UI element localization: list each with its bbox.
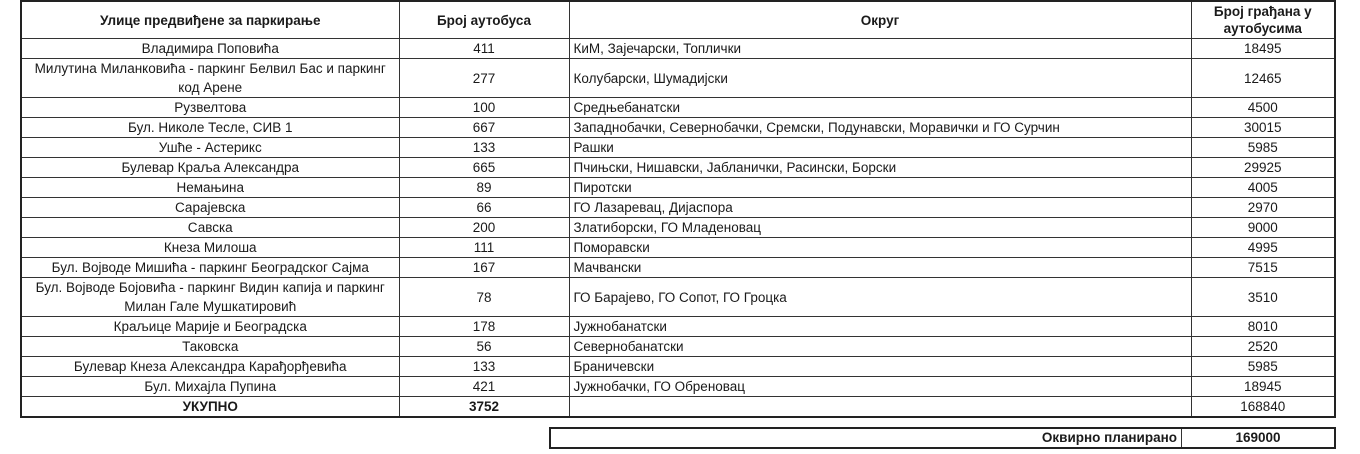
district-cell: Пчињски, Нишавски, Јабланички, Расински, Борски xyxy=(569,158,1191,178)
planned-value: 169000 xyxy=(1182,428,1336,448)
planned-table xyxy=(549,427,1336,449)
district-cell: Златиборски, ГО Младеновац xyxy=(569,218,1191,238)
district-cell: Пиротски xyxy=(569,178,1191,198)
buses-cell: 200 xyxy=(399,218,569,238)
buses-cell: 56 xyxy=(399,337,569,357)
header-row xyxy=(21,1,1335,39)
buses-cell: 421 xyxy=(399,377,569,397)
street-cell: Владимира Поповића xyxy=(21,39,399,59)
table-row xyxy=(21,158,1335,178)
buses-cell: 66 xyxy=(399,198,569,218)
street-cell: Бул. Михајла Пупина xyxy=(21,377,399,397)
parking-table xyxy=(20,0,1336,418)
district-cell: ГО Лазаревац, Дијаспора xyxy=(569,198,1191,218)
buses-cell: 89 xyxy=(399,178,569,198)
citizens-cell: 30015 xyxy=(1191,118,1335,138)
street-cell: Милутина Миланковића - паркинг Белвил Бас и паркинг код Арене xyxy=(21,59,399,98)
district-cell: Колубарски, Шумадијски xyxy=(569,59,1191,98)
district-cell: Западнобачки, Севернобачки, Сремски, Подунавски, Моравички и ГО Сурчин xyxy=(569,118,1191,138)
street-cell: Кнеза Милоша xyxy=(21,238,399,258)
citizens-cell: 7515 xyxy=(1191,258,1335,278)
street-cell: Краљице Марије и Београдска xyxy=(21,317,399,337)
district-cell: Јужнобанатски xyxy=(569,317,1191,337)
street-cell: Сарајевска xyxy=(21,198,399,218)
citizens-cell: 4995 xyxy=(1191,238,1335,258)
district-cell: ГО Барајево, ГО Сопот, ГО Гроцка xyxy=(569,278,1191,317)
district-cell: Мачвански xyxy=(569,258,1191,278)
total-district xyxy=(569,397,1191,418)
street-cell: Савска xyxy=(21,218,399,238)
citizens-cell: 18945 xyxy=(1191,377,1335,397)
table-row xyxy=(21,118,1335,138)
district-cell: Рашки xyxy=(569,138,1191,158)
citizens-cell: 4005 xyxy=(1191,178,1335,198)
street-cell: Бул. Војводе Бојовића - паркинг Видин капија и паркинг Милан Гале Мушкатировић xyxy=(21,278,399,317)
planned-label: Оквирно планирано xyxy=(550,428,1182,448)
buses-cell: 667 xyxy=(399,118,569,138)
table-row xyxy=(21,218,1335,238)
street-cell: Бул. Војводе Мишића - паркинг Београдског Сајма xyxy=(21,258,399,278)
citizens-cell: 18495 xyxy=(1191,39,1335,59)
header-citizens: Број грађана у аутобусима xyxy=(1191,1,1335,39)
table-row xyxy=(21,317,1335,337)
buses-cell: 78 xyxy=(399,278,569,317)
buses-cell: 133 xyxy=(399,138,569,158)
table-row xyxy=(21,39,1335,59)
citizens-cell: 2520 xyxy=(1191,337,1335,357)
table-row xyxy=(21,59,1335,98)
citizens-cell: 2970 xyxy=(1191,198,1335,218)
citizens-cell: 4500 xyxy=(1191,98,1335,118)
table-row xyxy=(21,337,1335,357)
buses-cell: 411 xyxy=(399,39,569,59)
table-row xyxy=(21,198,1335,218)
district-cell: Јужнобачки, ГО Обреновац xyxy=(569,377,1191,397)
total-label: УКУПНО xyxy=(21,397,399,418)
header-streets: Улице предвиђене за паркирање xyxy=(21,1,399,39)
citizens-cell: 12465 xyxy=(1191,59,1335,98)
citizens-cell: 29925 xyxy=(1191,158,1335,178)
street-cell: Ушће - Астерикс xyxy=(21,138,399,158)
district-cell: Севернобанатски xyxy=(569,337,1191,357)
district-cell: Средњебанатски xyxy=(569,98,1191,118)
citizens-cell: 5985 xyxy=(1191,138,1335,158)
table-row xyxy=(21,238,1335,258)
table-row xyxy=(21,377,1335,397)
buses-cell: 277 xyxy=(399,59,569,98)
table-row xyxy=(21,258,1335,278)
district-cell: Поморавски xyxy=(569,238,1191,258)
street-cell: Немањина xyxy=(21,178,399,198)
total-row xyxy=(21,397,1335,418)
citizens-cell: 9000 xyxy=(1191,218,1335,238)
street-cell: Булевар Краља Александра xyxy=(21,158,399,178)
table-row xyxy=(21,278,1335,317)
buses-cell: 133 xyxy=(399,357,569,377)
buses-cell: 665 xyxy=(399,158,569,178)
table-row xyxy=(21,138,1335,158)
district-cell: Браничевски xyxy=(569,357,1191,377)
table-row xyxy=(21,357,1335,377)
street-cell: Булевар Кнеза Александра Карађорђевића xyxy=(21,357,399,377)
street-cell: Таковска xyxy=(21,337,399,357)
citizens-cell: 3510 xyxy=(1191,278,1335,317)
planned-row xyxy=(550,428,1335,448)
buses-cell: 178 xyxy=(399,317,569,337)
citizens-cell: 8010 xyxy=(1191,317,1335,337)
header-buses: Број аутобуса xyxy=(399,1,569,39)
header-district: Округ xyxy=(569,1,1191,39)
table-body xyxy=(21,39,1335,397)
total-buses: 3752 xyxy=(399,397,569,418)
buses-cell: 111 xyxy=(399,238,569,258)
street-cell: Бул. Николе Тесле, СИВ 1 xyxy=(21,118,399,138)
table-row xyxy=(21,178,1335,198)
buses-cell: 167 xyxy=(399,258,569,278)
citizens-cell: 5985 xyxy=(1191,357,1335,377)
district-cell: КиМ, Зајечарски, Топлички xyxy=(569,39,1191,59)
street-cell: Рузвелтова xyxy=(21,98,399,118)
total-citizens: 168840 xyxy=(1191,397,1335,418)
buses-cell: 100 xyxy=(399,98,569,118)
table-row xyxy=(21,98,1335,118)
